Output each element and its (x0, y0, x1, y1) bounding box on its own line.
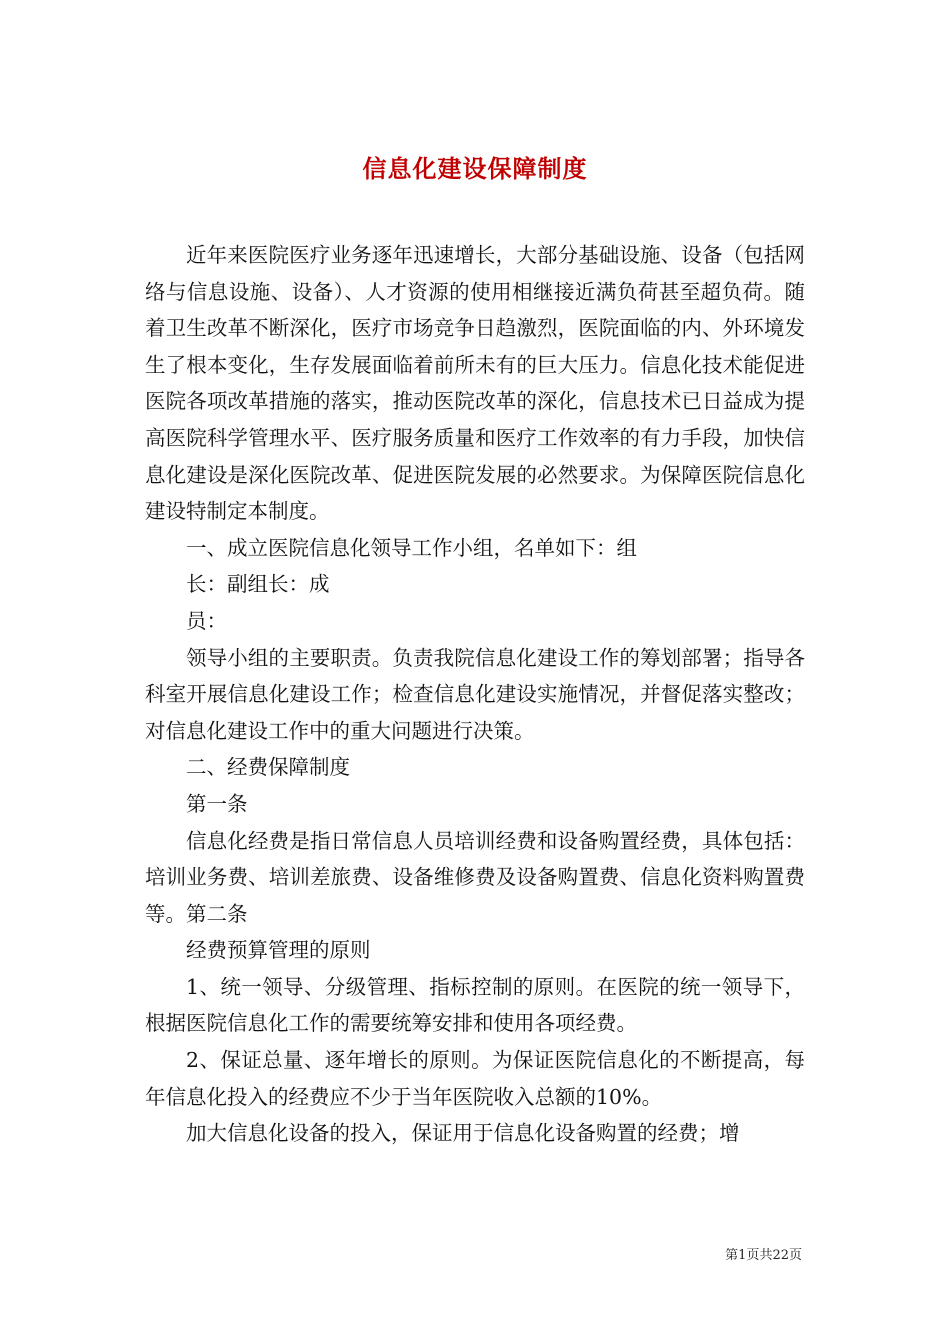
paragraph-funding-definition: 信息化经费是指日常信息人员培训经费和设备购置经费，具体包括：培训业务费、培训差旅费、设备维修费及设备购置费、信息化资料购置费等。第二条 (145, 828, 805, 926)
document-title: 信息化建设保障制度 (362, 154, 588, 184)
paragraph-section-2-heading: 二、经费保障制度 (186, 755, 350, 780)
page-number: 第1页共22页 (725, 1248, 802, 1263)
paragraph-principle-1: 1、统一领导、分级管理、指标控制的原则。在医院的统一领导下，根据医院信息化工作的需要统筹安排和使用各项经费。 (145, 974, 805, 1036)
paragraph-member-line: 员： (186, 608, 227, 633)
paragraph-equipment-investment: 加大信息化设备的投入，保证用于信息化设备购置的经费；增 (186, 1121, 740, 1146)
paragraph-article-1: 第一条 (186, 791, 248, 816)
paragraph-leader-line: 长：副组长：成 (186, 572, 330, 597)
paragraph-section-1-heading: 一、成立医院信息化领导工作小组，名单如下：组 (186, 535, 637, 560)
document-body (145, 237, 805, 1152)
paragraph-group-duties: 领导小组的主要职责。负责我院信息化建设工作的筹划部署；指导各科室开展信息化建设工作；检查信息化建设实施情况，并督促落实整改；对信息化建设工作中的重大问题进行决策。 (145, 645, 805, 743)
paragraph-budget-principles: 经费预算管理的原则 (186, 938, 371, 963)
paragraph-intro: 近年来医院医疗业务逐年迅速增长，大部分基础设施、设备（包括网络与信息设施、设备）、人才资源的使用相继接近满负荷甚至超负荷。随着卫生改革不断深化，医疗市场竞争日趋激烈，医院面临的内、外环境发生了根本变化，生存发展面临着前所未有的巨大压力。信息化技术能促进医院各项改革措施的落实，推动医院改革的深化，信息技术已日益成为提高医院科学管理水平、医疗服务质量和医疗工作效率的有力手段，加快信息化建设是深化医院改革、促进医院发展的必然要求。为保障医院信息化建设特制定本制度。 (145, 243, 805, 524)
paragraph-principle-2: 2、保证总量、逐年增长的原则。为保证医院信息化的不断提高，每年信息化投入的经费应不少于当年医院收入总额的10%。 (145, 1048, 805, 1109)
